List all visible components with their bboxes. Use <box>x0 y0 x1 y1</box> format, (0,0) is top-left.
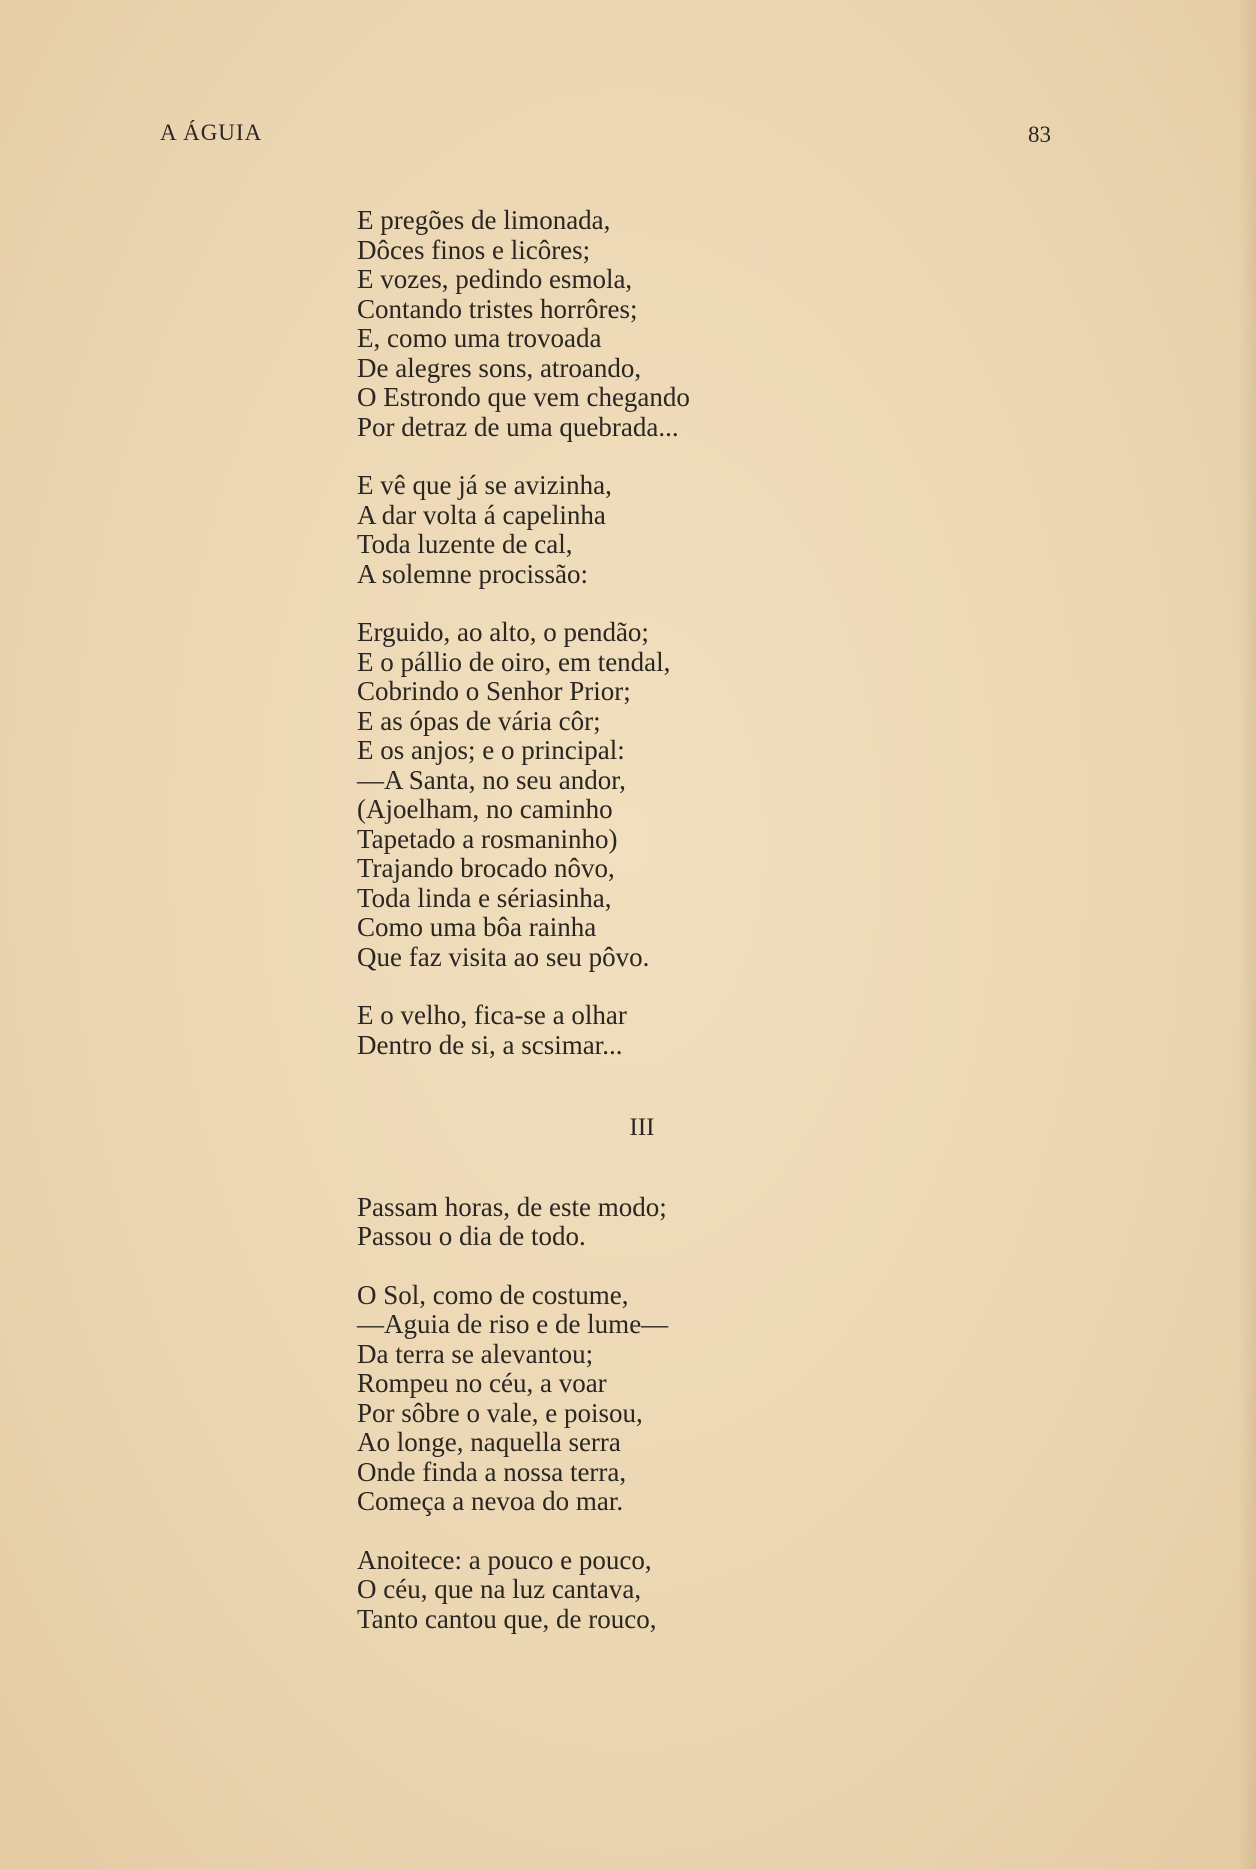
stanza-4 <box>357 1001 1117 1060</box>
verse-line: —Aguia de riso e de lume— <box>357 1309 669 1339</box>
verse-line: De alegres sons, atroando, <box>357 352 642 383</box>
stanza-gap <box>357 1517 1117 1546</box>
verse-line: Trajando brocado nôvo, <box>357 853 615 883</box>
verse-line: Tapetado a rosmaninho) <box>357 823 618 854</box>
verse-line: Começa a nevoa do mar. <box>357 1486 624 1516</box>
verse-line: Erguido, ao alto, o pendão; <box>357 617 649 647</box>
verse-line: Rompeu no céu, a voar <box>357 1368 607 1398</box>
verse-line: E os anjos; e o principal: <box>357 735 625 765</box>
stanza-3 <box>357 618 1117 972</box>
verse-line: O Sol, como de costume, <box>357 1279 629 1310</box>
verse-line: A dar volta á capelinha <box>357 499 606 530</box>
verse-line: —A Santa, no seu andor, <box>357 764 626 795</box>
verse-line: E as ópas de vária côr; <box>357 705 601 736</box>
verse-line: E o pállio de oiro, em tendal, <box>357 646 671 677</box>
stanza-7 <box>357 1546 1117 1635</box>
verse-line: (Ajoelham, no caminho <box>357 794 613 824</box>
running-header-title: A ÁGUIA <box>160 120 263 145</box>
page-edge-shadow <box>1238 0 1256 1869</box>
verse-line: Toda linda e sériasinha, <box>357 882 612 913</box>
verse-line: Dôces finos e licôres; <box>357 234 591 265</box>
stanza-gap <box>357 972 1117 1001</box>
stanza-gap <box>357 442 1117 471</box>
verse-line: Por sôbre o vale, e poisou, <box>357 1397 643 1428</box>
poem-body <box>357 206 1117 1634</box>
verse-line: E, como uma trovoada <box>357 323 602 353</box>
stanza-2 <box>357 471 1117 589</box>
verse-line: Passou o dia de todo. <box>357 1221 586 1251</box>
stanza-5 <box>357 1193 1117 1252</box>
stanza-1 <box>357 206 1117 442</box>
verse-line: Anoitece: a pouco e pouco, <box>357 1544 652 1575</box>
verse-line: E pregões de limonada, <box>357 205 611 235</box>
verse-line: Da terra se alevantou; <box>357 1338 594 1369</box>
verse-line: Como uma bôa rainha <box>357 912 597 942</box>
verse-line: O Estrondo que vem chegando <box>357 382 690 412</box>
verse-line: E vozes, pedindo esmola, <box>357 264 633 294</box>
stanza-gap <box>357 1252 1117 1281</box>
verse-line: E vê que já se avizinha, <box>357 470 612 500</box>
verse-line: A solemne procissão: <box>357 558 588 589</box>
verse-line: Tanto cantou que, de rouco, <box>357 1603 657 1634</box>
verse-line: Onde finda a nossa terra, <box>357 1456 627 1487</box>
verse-line: Cobrindo o Senhor Prior; <box>357 676 631 706</box>
verse-line: Passam horas, de este modo; <box>357 1191 667 1222</box>
verse-line: Que faz visita ao seu pôvo. <box>357 941 650 972</box>
verse-line: O céu, que na luz cantava, <box>357 1574 642 1604</box>
stanza-gap <box>357 1060 1117 1105</box>
stanza-6 <box>357 1281 1117 1517</box>
verse-line: Por detraz de uma quebrada... <box>357 411 679 442</box>
verse-line: Contando tristes horrôres; <box>357 293 638 324</box>
verse-line: E o velho, fica-se a olhar <box>357 1000 627 1030</box>
verse-line: Ao longe, naquella serra <box>357 1427 621 1457</box>
verse-line: Toda luzente de cal, <box>357 529 573 559</box>
section-heading: III <box>629 1114 655 1141</box>
stanza-gap <box>357 589 1117 618</box>
verse-line: Dentro de si, a scsimar... <box>357 1029 623 1060</box>
page-number: 83 <box>1028 122 1051 147</box>
